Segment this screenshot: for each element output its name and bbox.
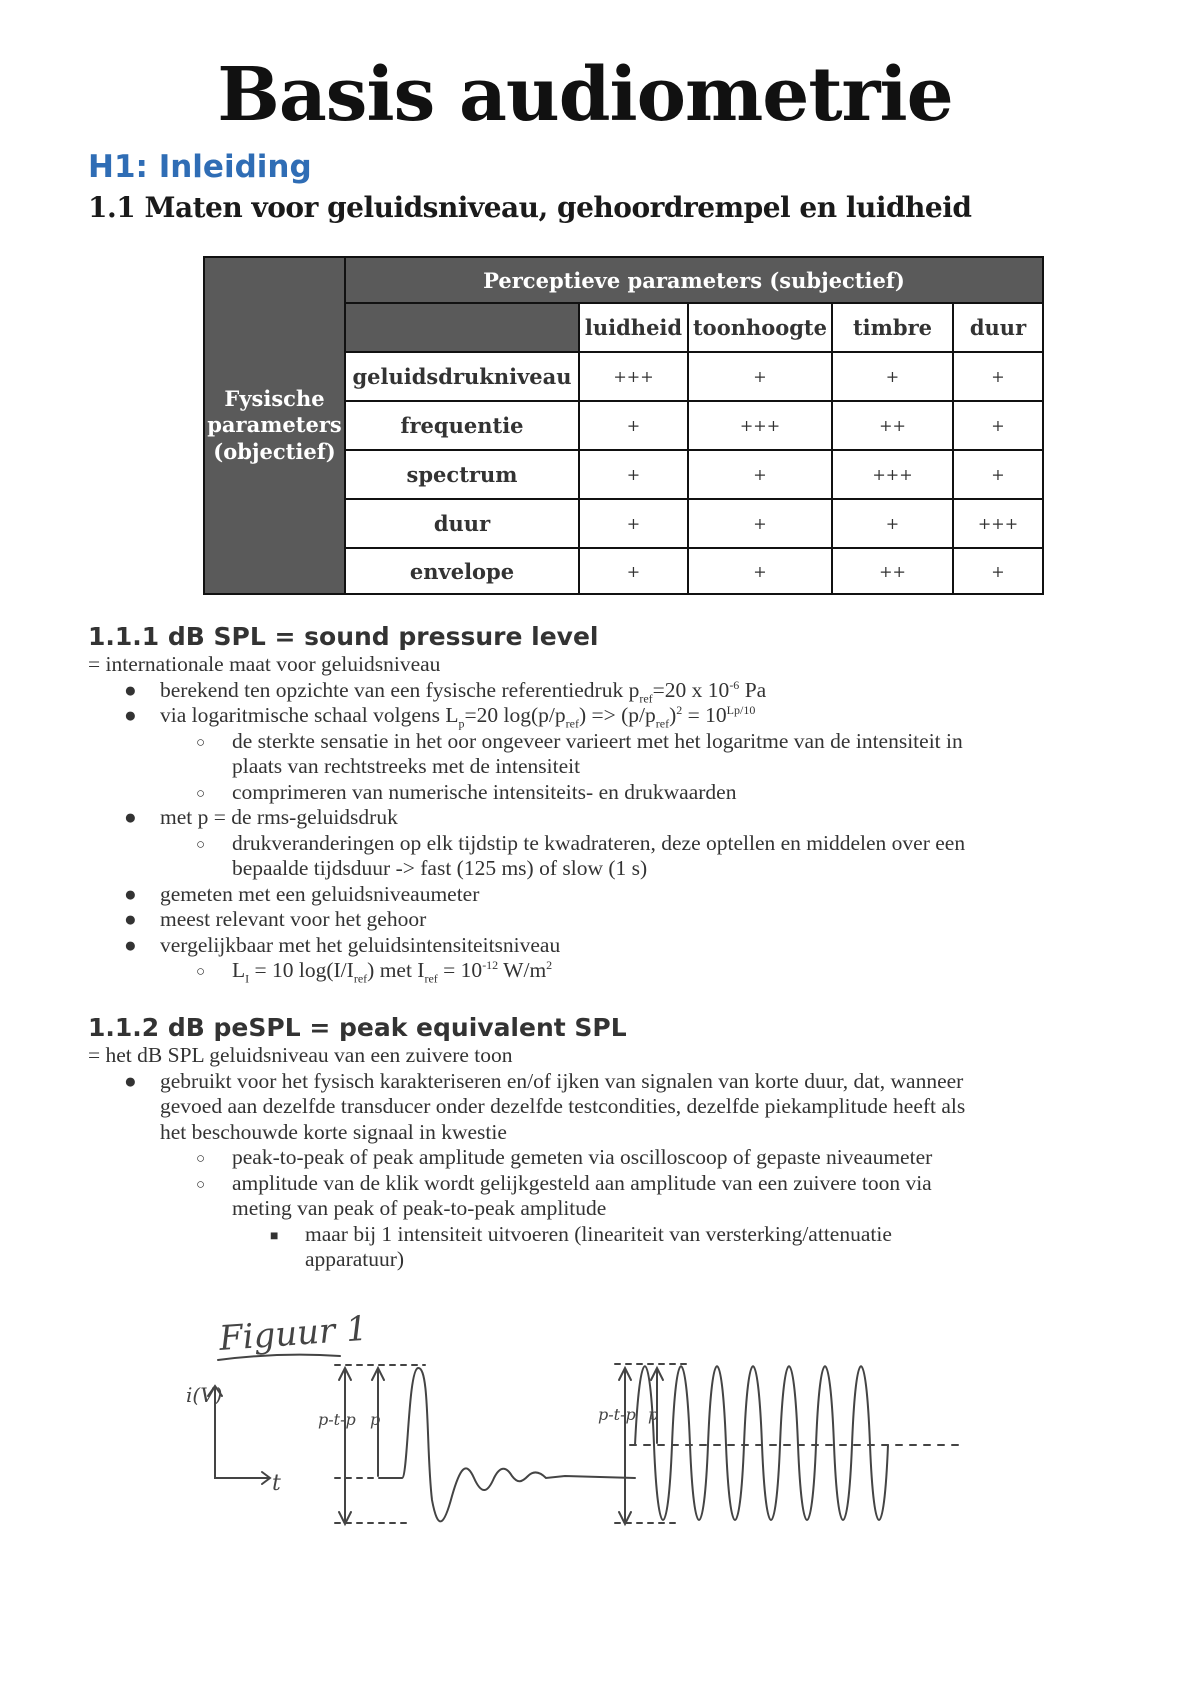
figure-caption: Figuur 1 (217, 1308, 369, 1359)
list-item: ○ de sterkte sensatie in het oor ongeveer varieert met het logaritme van de intensiteit in (88, 729, 1088, 755)
list-item-continuation: het beschouwde korte signaal in kwestie (160, 1119, 507, 1144)
list-item: ● gemeten met een geluidsniveaumeter (124, 881, 480, 906)
figure-1-sketch (170, 1300, 1040, 1560)
table-cell: ++ (832, 548, 953, 594)
list-item: ● meest relevant voor het gehoor (124, 907, 427, 931)
physical-parameters-header: Fysische parameters (objectief) (204, 257, 345, 594)
row-header: geluidsdrukniveau (345, 352, 579, 401)
list-item: ● gebruikt voor het fysisch karakteriseren en/of ijken van signalen van korte duur, dat, wanneer (124, 1068, 964, 1093)
bullet-icon: ● (124, 1068, 137, 1093)
definition-line: = internationale maat voor geluidsniveau (88, 652, 441, 676)
table-cell: + (579, 499, 688, 548)
bullet-icon: ● (124, 907, 137, 931)
list-item: ● met p = de rms-geluidsdruk (124, 805, 398, 829)
circle-bullet-icon: ○ (196, 785, 206, 802)
peak-label: p (648, 1405, 659, 1424)
list-item: ○ peak-to-peak of peak amplitude gemeten via oscilloscoop of gepaste niveaumeter (88, 1145, 1088, 1171)
list-item-continuation: plaats van rechtstreeks met de intensiteit (232, 754, 581, 778)
row-header: duur (345, 499, 579, 548)
section-1-1-2 (88, 1013, 1088, 1273)
circle-bullet-icon: ○ (196, 836, 206, 853)
table-cell: + (953, 548, 1043, 594)
square-bullet-icon: ■ (270, 1228, 279, 1244)
circle-bullet-icon: ○ (196, 734, 206, 751)
list-item-continuation: bepaalde tijdsduur -> fast (125 ms) of slow (1 s) (232, 856, 648, 880)
table-cell: + (688, 450, 832, 499)
column-header: duur (953, 303, 1043, 352)
list-item-continuation: gevoed aan dezelfde transducer onder dezelfde testcondities, dezelfde piekamplitude heeft als (160, 1094, 966, 1118)
table-cell: + (579, 548, 688, 594)
list-item: ■ maar bij 1 intensiteit uitvoeren (lineariteit van versterking/attenuatie (88, 1222, 1088, 1248)
row-header: spectrum (345, 450, 579, 499)
perceptive-parameters-header: Perceptieve parameters (subjectief) (345, 257, 1043, 303)
table-cell: ++ (832, 401, 953, 450)
peak-label: p (370, 1410, 381, 1429)
table-cell: + (832, 352, 953, 401)
bullet-icon: ● (124, 805, 137, 829)
list-item-continuation: apparatuur) (305, 1247, 405, 1271)
pure-tone-signal (598, 1364, 965, 1524)
circle-bullet-icon: ○ (196, 964, 206, 980)
empty-header-cell (345, 303, 579, 352)
table-cell: +++ (832, 450, 953, 499)
axes (215, 1388, 268, 1478)
table-cell: +++ (579, 352, 688, 401)
list-item: ● vergelijkbaar met het geluidsintensiteitsniveau (124, 932, 561, 957)
parameter-table (203, 256, 1044, 595)
section-heading: 1.1 Maten voor geluidsniveau, gehoordrempel en luidheid (88, 191, 972, 224)
table-cell: + (688, 548, 832, 594)
table-cell: + (953, 401, 1043, 450)
row-header: frequentie (345, 401, 579, 450)
list-item: ● via logaritmische schaal volgens $L_p=20$ $\log(p/p_{ref}) => (p/p_{ref})^2 = 10^{Lp/10}$ (124, 702, 756, 731)
click-signal (318, 1365, 635, 1524)
column-header: timbre (832, 303, 953, 352)
column-header: luidheid (579, 303, 688, 352)
list-item: ○ comprimeren van numerische intensiteits- en drukwaarden (88, 780, 1088, 806)
list-item: ○ drukveranderingen op elk tijdstip te kwadrateren, deze optellen en middelen over een (88, 831, 1088, 857)
table-cell: +++ (688, 401, 832, 450)
peak-to-peak-label: p-t-p (318, 1410, 356, 1429)
chapter-heading: H1: Inleiding (88, 149, 312, 185)
list-item: ○ amplitude van de klik wordt gelijkgesteld aan amplitude van een zuivere toon via (88, 1171, 1088, 1197)
table-cell: + (953, 352, 1043, 401)
y-axis-label: i(V) (186, 1383, 223, 1407)
table-cell: + (688, 352, 832, 401)
bullet-icon: ● (124, 677, 137, 702)
table-cell: + (832, 499, 953, 548)
list-item: ● berekend ten opzichte van een fysische referentiedruk $p_{ref}=20$ x $10^{-6}$ Pa (124, 677, 767, 705)
list-item-continuation: meting van peak of peak-to-peak amplitude (232, 1196, 607, 1220)
row-header: envelope (345, 548, 579, 594)
section-1-1-1 (88, 622, 1088, 984)
table-cell: + (579, 450, 688, 499)
peak-to-peak-label: p-t-p (598, 1405, 636, 1424)
list-item: ○ $L_I = 10$ $\log(I/I_{ref})$ met $I_{ref} = 10^{-12}$ $W/m^2$ (196, 957, 553, 986)
subsection-heading: 1.1.2 dB peSPL = peak equivalent SPL (88, 1013, 627, 1042)
circle-bullet-icon: ○ (196, 1176, 206, 1193)
table-cell: +++ (953, 499, 1043, 548)
bullet-icon: ● (124, 703, 137, 727)
circle-bullet-icon: ○ (196, 1151, 206, 1167)
definition-line: = het dB SPL geluidsniveau van een zuivere toon (88, 1043, 513, 1067)
table-cell: + (953, 450, 1043, 499)
subsection-heading: 1.1.1 dB SPL = sound pressure level (88, 622, 599, 651)
x-axis-label: t (272, 1471, 281, 1496)
table-cell: + (579, 401, 688, 450)
table-cell: + (688, 499, 832, 548)
document-title: Basis audiometrie (217, 52, 953, 138)
column-header: toonhoogte (688, 303, 832, 352)
bullet-icon: ● (124, 881, 137, 906)
bullet-icon: ● (124, 932, 137, 957)
